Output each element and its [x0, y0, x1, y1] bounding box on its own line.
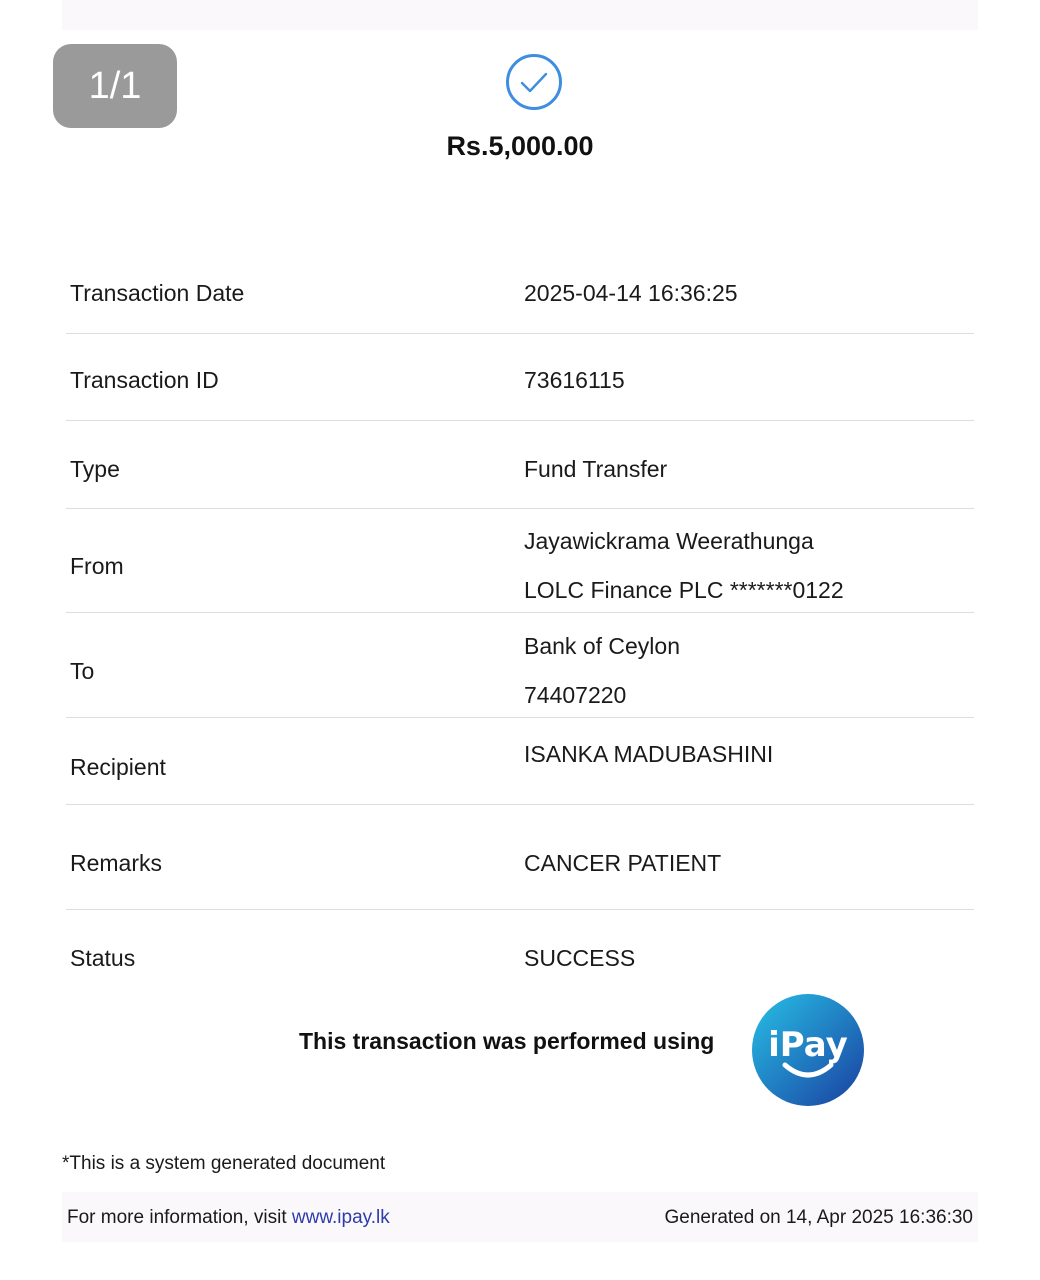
row-label: Transaction ID [70, 367, 219, 393]
row-from [66, 508, 974, 613]
generated-timestamp: Generated on 14, Apr 2025 16:36:30 [664, 1207, 973, 1228]
row-transaction-id [66, 333, 974, 421]
row-label: Type [70, 456, 120, 482]
row-value-line-2: LOLC Finance PLC *******0122 [524, 577, 844, 603]
row-value-line-2: 74407220 [524, 682, 627, 708]
row-value-line-1: Jayawickrama Weerathunga [524, 528, 814, 554]
system-generated-note: *This is a system generated document [62, 1153, 386, 1174]
row-label: From [70, 553, 124, 579]
footer-info [67, 1207, 390, 1229]
row-to [66, 612, 974, 718]
row-value: Fund Transfer [524, 456, 668, 482]
row-recipient [66, 717, 974, 805]
row-value-line-1: Bank of Ceylon [524, 633, 680, 659]
row-value: SUCCESS [524, 945, 636, 971]
row-value: ISANKA MADUBASHINI [524, 741, 774, 767]
row-label: To [70, 658, 95, 684]
check-circle-icon [505, 53, 563, 111]
row-label: Transaction Date [70, 280, 245, 306]
row-remarks [66, 804, 974, 910]
row-status [66, 909, 974, 979]
footer-info-prefix: For more information, visit [67, 1207, 292, 1228]
page-counter-badge: 1/1 [53, 44, 177, 128]
row-label: Status [70, 945, 136, 971]
row-value: CANCER PATIENT [524, 850, 722, 876]
row-value: 2025-04-14 16:36:25 [524, 280, 738, 306]
row-type [66, 420, 974, 509]
ipay-logo [751, 993, 865, 1107]
ipay-logo-text: iPay [768, 1025, 848, 1065]
row-value: 73616115 [524, 367, 625, 393]
row-label: Remarks [70, 850, 163, 876]
performed-using-text: This transaction was performed using [299, 1028, 715, 1054]
row-transaction-date [66, 250, 974, 334]
row-label: Recipient [70, 754, 166, 780]
footer-bar [62, 1192, 978, 1242]
top-band [62, 0, 978, 30]
transaction-amount: Rs.5,000.00 [446, 131, 594, 161]
ipay-website-link[interactable]: www.ipay.lk [291, 1207, 390, 1228]
